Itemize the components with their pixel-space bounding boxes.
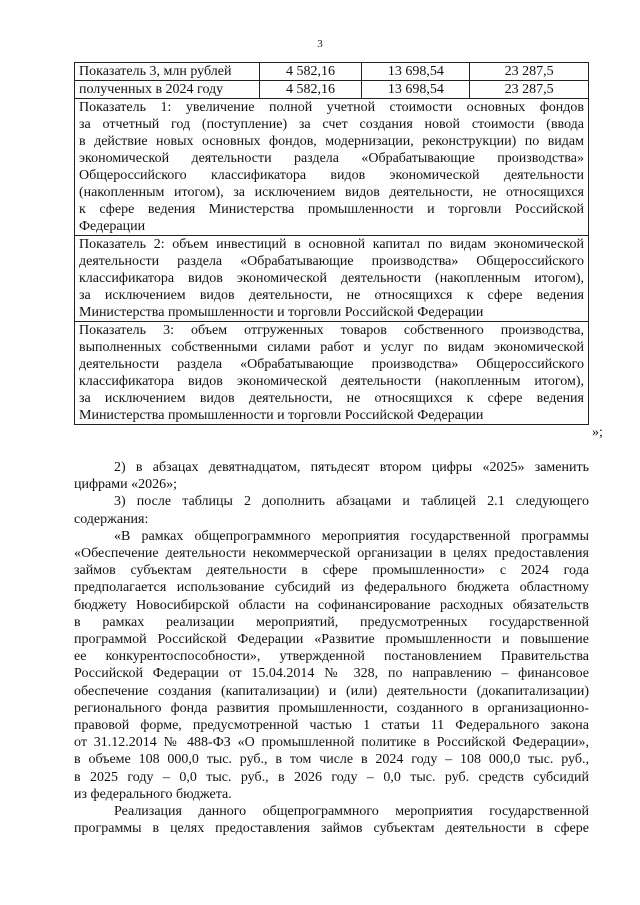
page-number: 3 [317, 38, 323, 50]
note-line: за исключением видов деятельности, не относящихся к сфере ведения [79, 391, 584, 406]
paragraph-item-2 [74, 459, 589, 493]
text-line: Российской Федерации от 15.04.2014 № 328, по направлению – финансовое [74, 666, 589, 682]
text-line: предполагается использование субсидий из федерального бюджета областному [74, 580, 589, 596]
text-line: содержания: [74, 511, 149, 527]
table-cell: 23 287,5 [470, 81, 589, 99]
text-line: в рамках реализации мероприятий, предусмотренных государственной [74, 614, 589, 630]
note-line: Федерации [79, 219, 146, 234]
note-line: классификатора видов экономической деятельности (накопленным итогом), [79, 374, 584, 389]
note-line: в действие новых основных фондов, модернизации, реконструкции) по видам [79, 134, 584, 149]
text-line: бюджету Новосибирской области на софинансирование расходных обязательств [74, 597, 589, 613]
text-line: регионального фонда развития промышленности, созданного в организационно- [74, 700, 589, 716]
note-line: Министерства промышленности и торговли Российской Федерации [79, 305, 484, 320]
note-line: деятельности раздела «Обрабатывающие производства» Общероссийского [79, 254, 584, 269]
table-closing-quote: »; [592, 425, 603, 440]
note-line: выполненных собственными силами работ и услуг по видам экономической [79, 340, 584, 355]
text-line: из федерального бюджета. [74, 786, 232, 802]
note-indicator-3 [75, 322, 589, 425]
note-line: за отчетный год (поступление) за счет создания новой стоимости (ввода [79, 117, 584, 132]
table-cell: полученных в 2024 году [75, 81, 260, 99]
text-line: цифрами «2026»; [74, 477, 178, 493]
note-line: Общероссийского классификатора видов экономической деятельности [79, 168, 584, 183]
note-line: классификатора видов экономической деятельности (накопленным итогом), [79, 271, 584, 286]
note-line: деятельности раздела «Обрабатывающие производства» Общероссийского [79, 357, 584, 372]
table-cell: 4 582,16 [259, 81, 362, 99]
paragraph-item-3 [74, 493, 589, 527]
note-indicator-2 [75, 236, 589, 322]
text-line: в 2025 году – 0,0 тыс. руб., в 2026 году – 0,0 тыс. руб. средств субсидий [74, 769, 589, 785]
note-line: экономической деятельности раздела «Обрабатывающие производства» [79, 151, 584, 166]
table-note-row [75, 322, 589, 425]
note-line: Показатель 2: объем инвестиций в основной капитал по видам экономической [79, 237, 584, 252]
text-line: займов субъектам деятельности в сфере промышленности» с 2024 года [74, 563, 589, 579]
text-line: 3) после таблицы 2 дополнить абзацами и таблицей 2.1 следующего [114, 494, 589, 510]
paragraph-quoted-insert [74, 528, 589, 803]
table-cell: 13 698,54 [362, 63, 470, 81]
text-line: правовой форме, предусмотренной частью 1 статьи 11 Федерального закона [74, 718, 589, 734]
paragraph-implementation [74, 803, 589, 837]
table-cell: 23 287,5 [470, 63, 589, 81]
text-line: в объеме 108 000,0 тыс. руб., в том числе в 2024 году – 108 000,0 тыс. руб., [74, 752, 589, 768]
note-line: к сфере ведения Министерства промышленности и торговли Российской [79, 202, 584, 217]
table-note-row [75, 236, 589, 322]
text-line: «В рамках общепрограммного мероприятия государственной программы [114, 528, 589, 544]
table-cell: 4 582,16 [259, 63, 362, 81]
text-line: «Обеспечение деятельности некоммерческой организации в целях предоставления [74, 546, 589, 562]
note-line: Министерства промышленности и торговли Российской Федерации [79, 408, 484, 423]
table-cell: 13 698,54 [362, 81, 470, 99]
indicator-table [74, 62, 589, 425]
table-row [75, 81, 589, 99]
text-line: от 31.12.2014 № 488-ФЗ «О промышленной политике в Российской Федерации», [74, 735, 589, 751]
text-line: ее конкурентоспособности», утвержденной постановлением Правительства [74, 649, 589, 665]
note-line: (накопленным итогом), за исключением видов деятельности, не относящихся [79, 185, 584, 200]
table-note-row [75, 99, 589, 236]
note-line: Показатель 3: объем отгруженных товаров собственного производства, [79, 323, 584, 338]
note-indicator-1 [75, 99, 589, 236]
amendments-text [74, 459, 589, 837]
text-line: программы в целях предоставления займов субъектам деятельности в сфере [74, 821, 589, 837]
note-line: за исключением видов деятельности, не относящихся к сфере ведения [79, 288, 584, 303]
table-cell: Показатель 3, млн рублей [75, 63, 260, 81]
note-line: Показатель 1: увеличение полной учетной стоимости основных фондов [79, 100, 584, 115]
text-line: 2) в абзацах девятнадцатом, пятьдесят втором цифры «2025» заменить [114, 460, 589, 475]
text-line: программой Российской Федерации «Развитие промышленности и повышение [74, 632, 589, 648]
text-line: Реализация данного общепрограммного мероприятия государственной [114, 804, 589, 820]
table-row [75, 63, 589, 81]
text-line: обеспечение создания (капитализации) и (или) деятельности (докапитализации) [74, 683, 589, 699]
